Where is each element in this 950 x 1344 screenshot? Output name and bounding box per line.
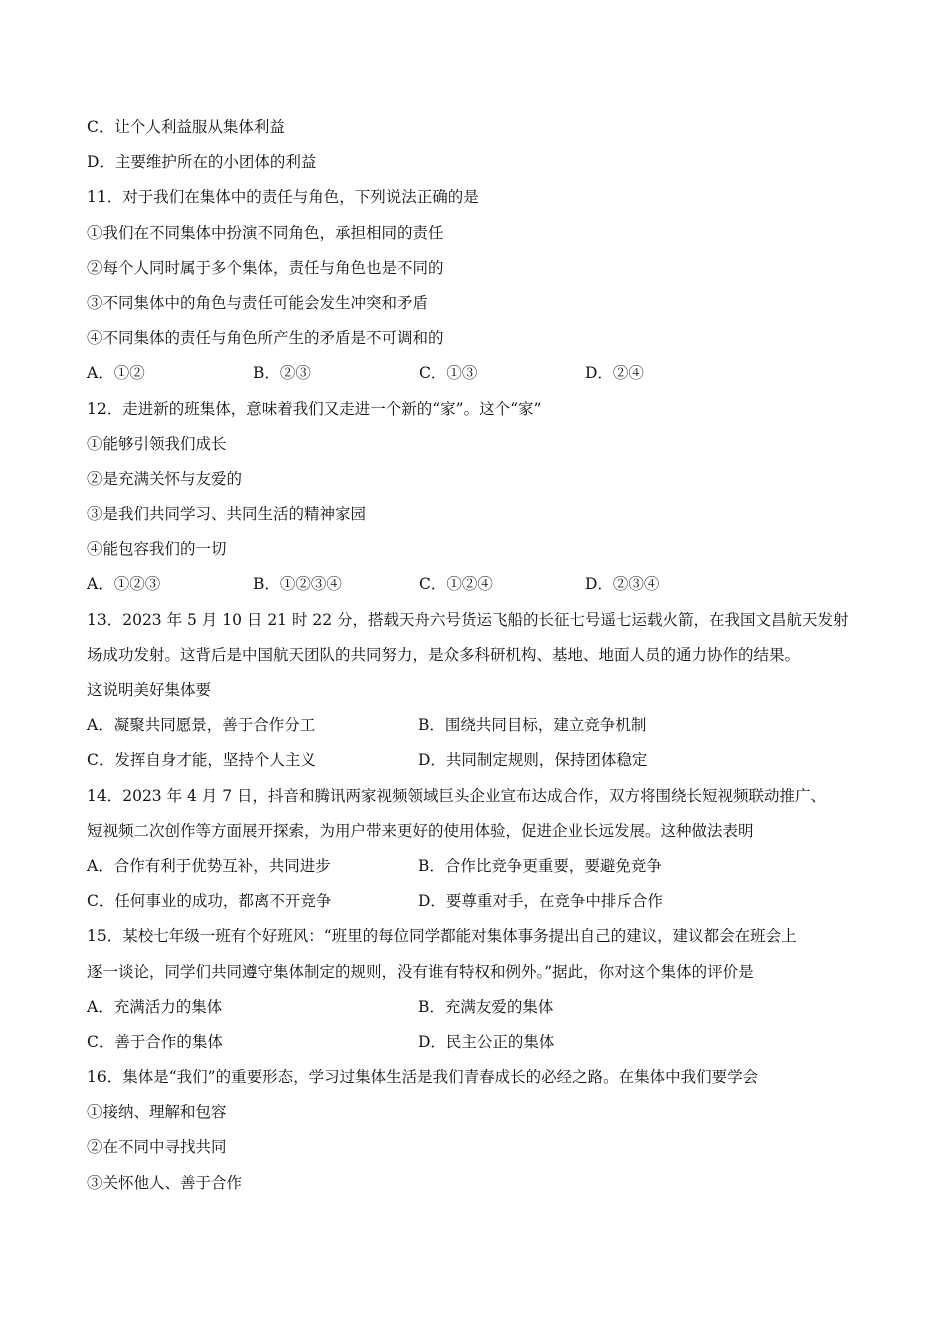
answer-option: A．凝聚共同愿景，善于合作分工 <box>87 716 316 735</box>
answer-option: A．充满活力的集体 <box>87 997 223 1016</box>
answer-option: B．②③ <box>253 364 311 383</box>
exam-content <box>87 113 877 1204</box>
answer-option: D．②③④ <box>585 575 660 594</box>
answer-options-row <box>87 570 877 605</box>
answer-options-row <box>87 887 877 922</box>
text-line: 场成功发射。这背后是中国航天团队的共同努力，是众多科研机构、基地、地面人员的通力协作的结果。 <box>87 645 801 664</box>
answer-option: B．①②③④ <box>253 575 342 594</box>
text-line: 16．集体是“我们”的重要形态，学习过集体生活是我们青春成长的必经之路。在集体中我们要学会 <box>87 1068 759 1087</box>
answer-option: C．发挥自身才能，坚持个人主义 <box>87 751 316 770</box>
answer-option: C．善于合作的集体 <box>87 1032 223 1051</box>
answer-options-row <box>87 993 877 1028</box>
text-line: C．让个人利益服从集体利益 <box>87 118 285 136</box>
answer-option: A．①②③ <box>87 575 161 594</box>
answer-options-row <box>87 711 877 746</box>
answer-options-row <box>87 359 877 394</box>
text-line: ③是我们共同学习、共同生活的精神家园 <box>87 505 367 524</box>
text-line: 11．对于我们在集体中的责任与角色，下列说法正确的是 <box>87 188 479 207</box>
answer-option: C．①②④ <box>419 575 493 594</box>
text-line: ②在不同中寻找共同 <box>87 1138 227 1157</box>
answer-options-row <box>87 746 877 781</box>
answer-option: D．民主公正的集体 <box>418 1032 555 1051</box>
text-line: 14．2023 年 4 月 7 日，抖音和腾讯两家视频领域巨头企业宣布达成合作，双方将围绕长短视频联动推广、 <box>87 786 827 805</box>
answer-option: D．要尊重对手，在竞争中排斥合作 <box>418 892 663 911</box>
text-line: 逐一谈论，同学们共同遵守集体制定的规则，没有谁有特权和例外。”据此，你对这个集体的评价是 <box>87 962 754 981</box>
text-line: ③关怀他人、善于合作 <box>87 1173 243 1192</box>
text-line: ②是充满关怀与友爱的 <box>87 469 243 488</box>
text-line: ③不同集体中的角色与责任可能会发生冲突和矛盾 <box>87 293 429 312</box>
text-line: ①能够引领我们成长 <box>87 434 227 453</box>
text-line: 15．某校七年级一班有个好班风：“班里的每位同学都能对集体事务提出自己的建议，建议都会在班会上 <box>87 927 797 946</box>
answer-option: B．合作比竞争更重要，要避免竞争 <box>418 856 662 875</box>
answer-options-row <box>87 852 877 887</box>
text-line: 这说明美好集体要 <box>87 681 212 699</box>
answer-option: D．共同制定规则，保持团体稳定 <box>418 751 648 770</box>
text-line: 12．走进新的班集体，意味着我们又走进一个新的“家”。这个“家” <box>87 399 542 418</box>
answer-option: B．充满友爱的集体 <box>418 997 554 1016</box>
answer-option: B．围绕共同目标，建立竞争机制 <box>418 716 647 735</box>
text-line: ①我们在不同集体中扮演不同角色，承担相同的责任 <box>87 223 444 242</box>
text-line: ④不同集体的责任与角色所产生的矛盾是不可调和的 <box>87 329 444 348</box>
answer-option: C．任何事业的成功，都离不开竞争 <box>87 892 332 911</box>
text-line: 13．2023 年 5 月 10 日 21 时 22 分，搭载天舟六号货运飞船的长征七号遥七运载火箭，在我国文昌航天发射 <box>87 610 849 629</box>
text-line: 短视频二次创作等方面展开探索，为用户带来更好的使用体验，促进企业长远发展。这种做法表明 <box>87 821 754 840</box>
text-line: ②每个人同时属于多个集体，责任与角色也是不同的 <box>87 258 444 277</box>
text-line: D．主要维护所在的小团体的利益 <box>87 153 317 172</box>
answer-option: D．②④ <box>585 364 644 383</box>
text-line: ④能包容我们的一切 <box>87 540 227 559</box>
answer-option: A．合作有利于优势互补，共同进步 <box>87 856 331 875</box>
answer-option: C．①③ <box>419 364 478 383</box>
answer-option: A．①② <box>87 364 145 383</box>
answer-options-row <box>87 1028 877 1063</box>
text-line: ①接纳、理解和包容 <box>87 1103 227 1122</box>
